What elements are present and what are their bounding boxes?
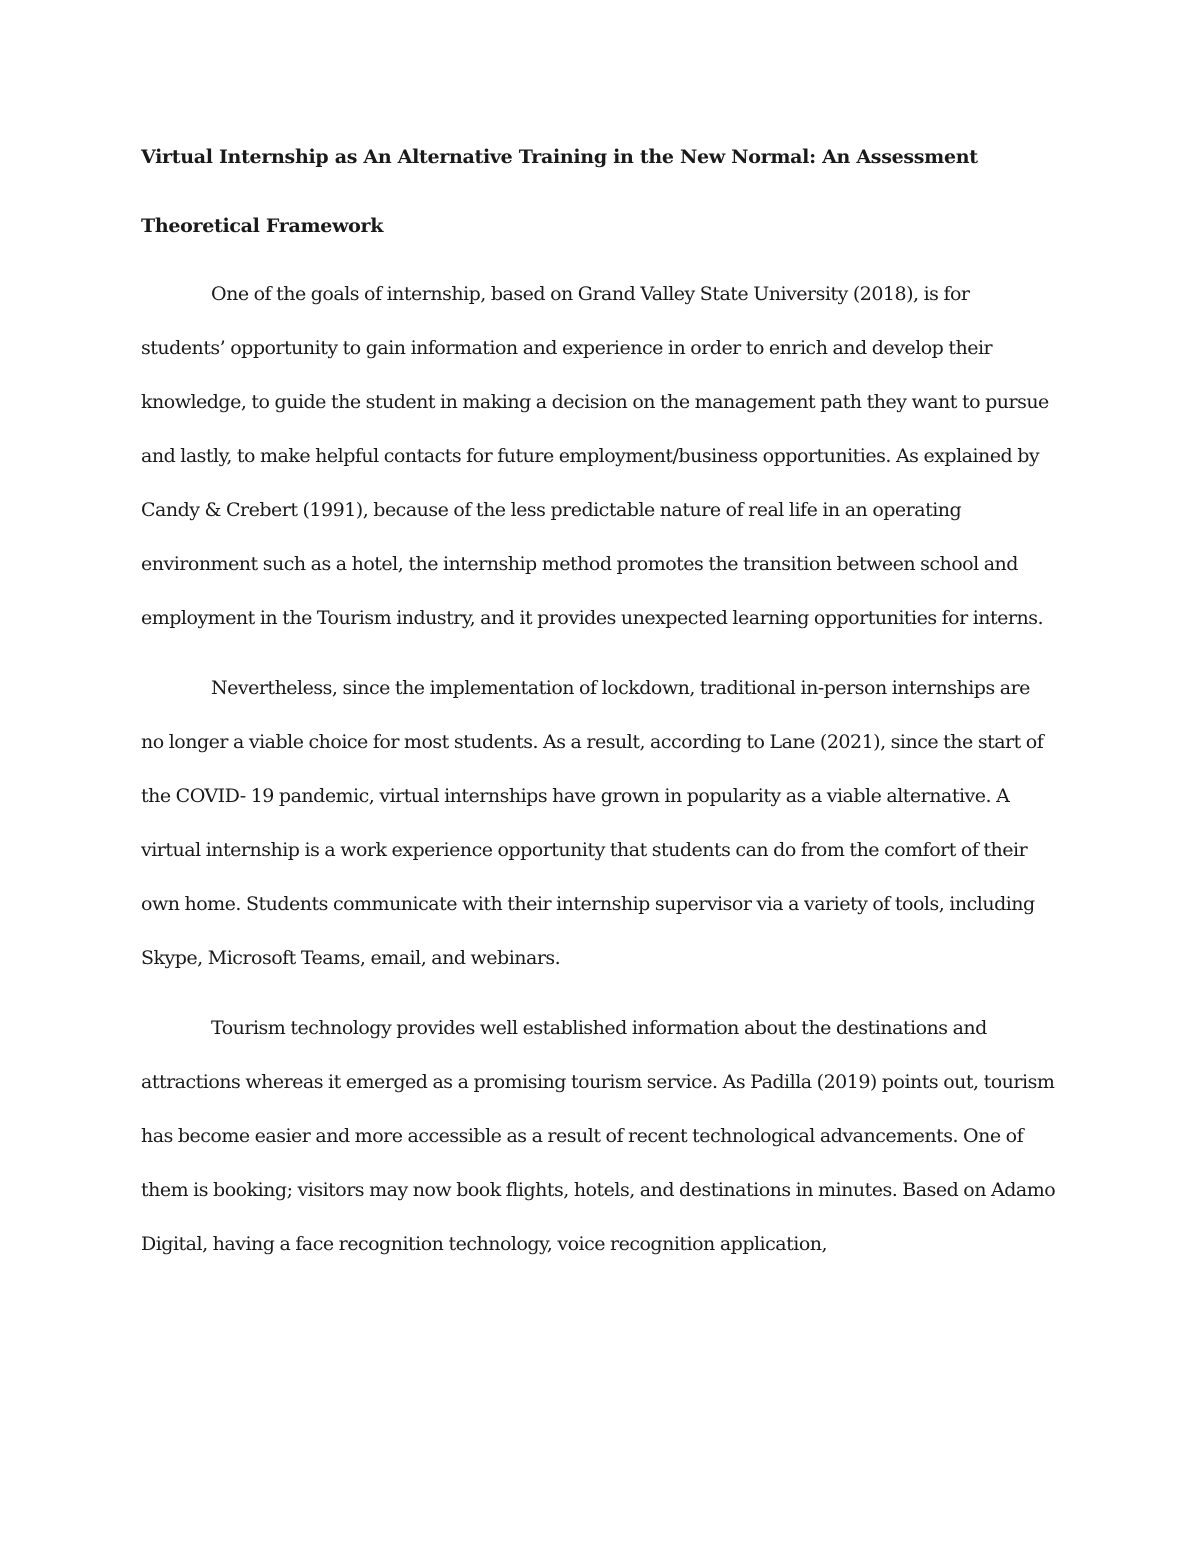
- document-body: [141, 138, 1056, 1271]
- paragraph-virtual-internship: Nevertheless, since the implementation of lockdown, traditional in-person internships are no longer a viable choice for most students. As a result, according to Lane (2021), since the start of the COVID- 19 pandemic, virtual internships have grown in popularity as a viable alternative. A virtual internship is a work experience opportunity that students can do from the comfort of their own home. Students communicate with their internship supervisor via a variety of tools, including Skype, Microsoft Teams, email, and webinars.: [141, 677, 1044, 969]
- section-heading: Theoretical Framework: [141, 215, 384, 237]
- paragraph-tourism-technology: Tourism technology provides well established information about the destinations and attractions whereas it emerged as a promising tourism service. As Padilla (2019) points out, tourism has become easier and more accessible as a result of recent technological advancements. One of them is booking; visitors may now book flights, hotels, and destinations in minutes. Based on Adamo Digital, having a face recognition technology, voice recognition application,: [141, 1017, 1056, 1255]
- document-title: Virtual Internship as An Alternative Training in the New Normal: An Assessment: [141, 146, 978, 168]
- paragraph-internship-goals: One of the goals of internship, based on Grand Valley State University (2018), is for students’ opportunity to gain information and experience in order to enrich and develop their knowledge, to guide the student in making a decision on the management path they want to pursue and lastly, to make helpful contacts for future employment/business opportunities. As explained by Candy & Crebert (1991), because of the less predictable nature of real life in an operating environment such as a hotel, the internship method promotes the transition between school and employment in the Tourism industry, and it provides unexpected learning opportunities for interns.: [141, 283, 1049, 629]
